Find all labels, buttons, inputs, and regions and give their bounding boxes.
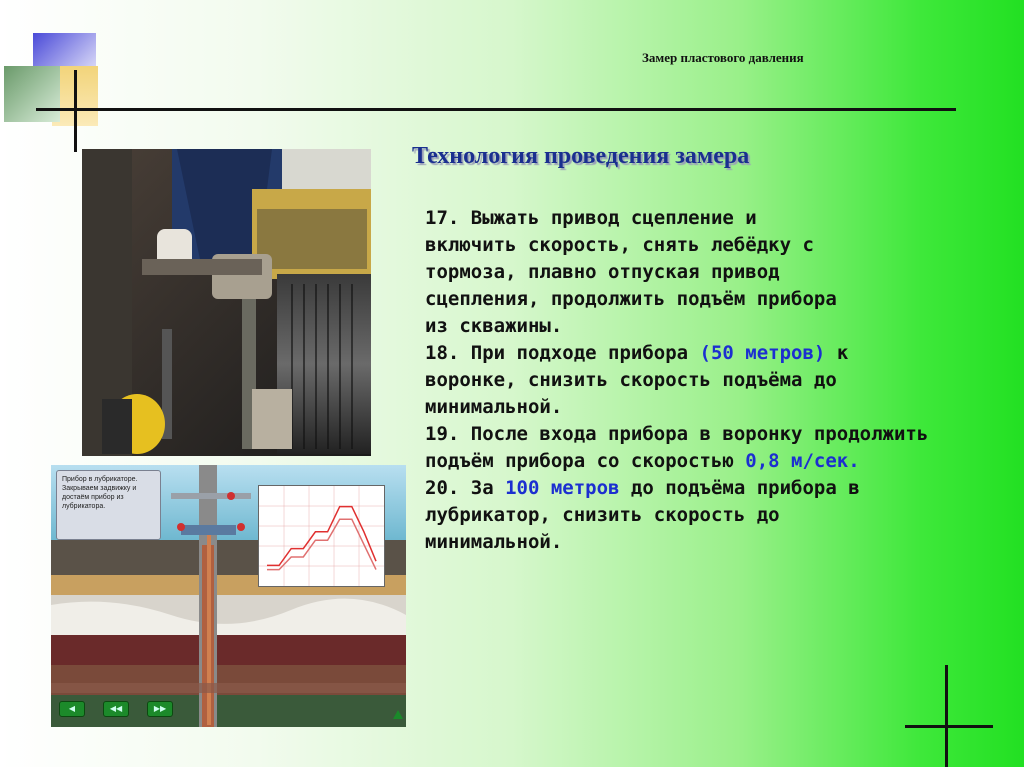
divider-bottom <box>905 725 993 728</box>
step-18-line: минимальной. <box>425 396 563 418</box>
fast-back-button[interactable]: ◀◀ <box>103 701 129 717</box>
panel-line: достаём прибор из <box>62 494 124 501</box>
step-17-line: из скважины. <box>425 315 563 337</box>
panel-line: Закрываем задвижку и <box>62 485 137 492</box>
panel-line: лубрикатора. <box>62 503 106 510</box>
fast-forward-button[interactable]: ▶▶ <box>147 701 173 717</box>
step-18-distance: (50 метров) <box>699 342 826 364</box>
divider-bottom-vertical <box>945 665 948 767</box>
step-17-line: тормоза, плавно отпуская привод <box>425 261 780 283</box>
step-19-text: подъём прибора со скоростью <box>425 450 746 472</box>
step-18-line-1 <box>425 340 1024 367</box>
step-17-line: 17. Выжать привод сцепление и <box>425 207 757 229</box>
step-17-line: включить скорость, снять лебёдку с <box>425 234 814 256</box>
step-20-text: 20. За <box>425 477 506 499</box>
well-simulator-image <box>51 465 406 727</box>
panel-line: Прибор в лубрикаторе. <box>62 476 138 483</box>
step-20-line: минимальной. <box>425 531 563 553</box>
step-17-line: сцепления, продолжить подъём прибора <box>425 288 837 310</box>
step-18-text: 18. При подходе прибора <box>425 342 700 364</box>
logo-icon <box>393 710 403 719</box>
winch-photo <box>82 149 371 456</box>
rewind-button[interactable]: ◀ <box>59 701 85 717</box>
step-19-line: 19. После входа прибора в воронку продолжить <box>425 423 929 445</box>
step-20-line-1 <box>425 475 1024 502</box>
slide-header-title: Замер пластового давления <box>642 50 804 65</box>
section-title: Технология проведения замера <box>412 143 750 169</box>
step-20-text: до подъёма прибора в <box>619 477 860 499</box>
simulator-info-panel <box>56 470 161 540</box>
chart-series-line <box>267 519 376 569</box>
decor-square-green <box>4 66 60 122</box>
divider-top-vertical <box>74 70 77 152</box>
step-18-text: к <box>825 342 849 364</box>
pressure-chart <box>258 485 385 587</box>
divider-top <box>36 108 956 111</box>
step-20-line: лубрикатор, снизить скорость до <box>425 504 780 526</box>
steps-text <box>425 205 1024 556</box>
step-20-distance: 100 метров <box>505 477 620 499</box>
step-19-speed: 0,8 м/сек. <box>745 450 860 472</box>
step-18-line: воронке, снизить скорость подъёма до <box>425 369 837 391</box>
step-19-line-2 <box>425 448 1024 475</box>
